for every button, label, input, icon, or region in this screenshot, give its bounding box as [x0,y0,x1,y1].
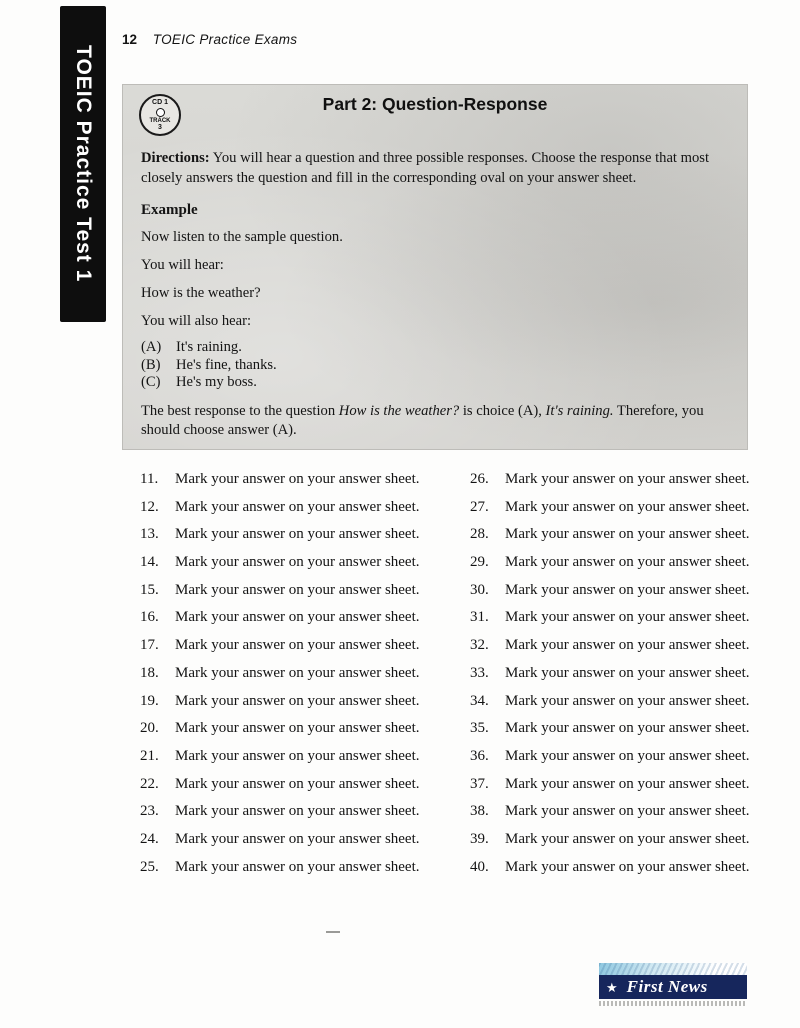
part2-section-box [122,84,748,450]
example-option-b [141,357,729,375]
question-text: Mark your answer on your answer sheet. [505,720,750,737]
conclusion-italic-answer: It's raining. [545,402,614,419]
example-conclusion [141,402,729,441]
question-number: 35. [470,720,489,737]
question-number: 12. [140,498,159,515]
questions-list [140,469,750,884]
question-row [140,580,470,608]
question-text: Mark your answer on your answer sheet. [175,526,420,543]
question-row [140,718,470,746]
cd-hole-icon [156,108,165,117]
question-text: Mark your answer on your answer sheet. [175,803,420,820]
question-row [140,469,470,497]
header-title: TOEIC Practice Exams [152,32,298,47]
question-row [470,774,750,802]
question-number: 29. [470,554,489,571]
question-number: 38. [470,803,489,820]
page-header [122,32,297,47]
question-number: 23. [140,803,159,820]
question-row [140,524,470,552]
part-title: Part 2: Question-Response [322,94,548,114]
page-number: 12 [122,32,138,47]
first-news-logo [599,963,747,1006]
question-number: 31. [470,609,489,626]
question-text: Mark your answer on your answer sheet. [175,775,420,792]
question-row [470,635,750,663]
option-letter: (C) [141,374,161,390]
question-row [140,801,470,829]
conclusion-text: The best response to the question [141,402,339,419]
question-row [140,857,470,885]
question-row [470,469,750,497]
question-number: 27. [470,498,489,515]
example-line: Now listen to the sample question. [141,229,343,245]
question-number: 25. [140,858,159,875]
example-options [141,339,729,392]
directions-label: Directions: [141,150,210,166]
question-number: 13. [140,526,159,543]
question-number: 17. [140,637,159,654]
question-number: 36. [470,747,489,764]
question-row [140,552,470,580]
question-row [470,857,750,885]
directions-text: You will hear a question and three possible responses. Choose the response that most closely answers the question and fill in the corresponding oval on your answer sheet. [141,150,710,186]
option-letter: (A) [141,339,162,355]
sidebar-tab-label: TOEIC Practice Test 1 [72,45,95,283]
question-row [140,635,470,663]
conclusion-italic-question: How is the weather? [338,402,460,419]
option-text: He's my boss. [176,374,257,390]
question-text: Mark your answer on your answer sheet. [505,471,750,487]
logo-fine-print [599,1001,747,1006]
question-number: 32. [470,637,489,654]
question-row [140,746,470,774]
question-number: 39. [470,830,489,847]
question-number: 20. [140,720,159,737]
question-text: Mark your answer on your answer sheet. [505,498,750,515]
question-number: 11. [140,471,159,487]
question-text: Mark your answer on your answer sheet. [505,830,750,847]
question-number: 14. [140,554,159,571]
question-row [470,524,750,552]
question-row [140,497,470,525]
example-heading: Example [141,202,198,218]
question-text: Mark your answer on your answer sheet. [175,471,420,487]
question-number: 21. [140,747,159,764]
logo-text: First News [626,977,708,996]
logo-gradient-band [599,963,747,975]
option-text: He's fine, thanks. [176,356,277,373]
cd-number-label: CD 1 [152,99,168,106]
question-number: 16. [140,609,159,626]
question-text: Mark your answer on your answer sheet. [505,581,750,598]
cd-track-icon [139,94,181,136]
conclusion-text: Therefore, you should choose answer (A). [141,402,704,438]
question-row [140,663,470,691]
question-text: Mark your answer on your answer sheet. [175,554,420,571]
question-text: Mark your answer on your answer sheet. [505,554,750,571]
question-text: Mark your answer on your answer sheet. [505,747,750,764]
sidebar-tab [60,6,106,322]
questions-column-right [470,469,750,884]
question-number: 40. [470,858,489,875]
question-number: 18. [140,664,159,681]
question-text: Mark your answer on your answer sheet. [175,692,420,709]
question-text: Mark your answer on your answer sheet. [505,803,750,820]
example-option-a [141,339,729,357]
question-row [470,801,750,829]
question-text: Mark your answer on your answer sheet. [505,664,750,681]
track-number: 3 [158,124,162,131]
question-row [470,691,750,719]
question-row [470,607,750,635]
question-row [470,580,750,608]
question-number: 28. [470,526,489,543]
question-text: Mark your answer on your answer sheet. [175,609,420,626]
question-text: Mark your answer on your answer sheet. [505,858,750,875]
question-row [470,663,750,691]
question-row [140,691,470,719]
question-number: 22. [140,775,159,792]
question-row [140,774,470,802]
question-row [470,552,750,580]
question-number: 24. [140,830,159,847]
question-number: 15. [140,581,159,598]
question-row [470,497,750,525]
directions-paragraph [141,149,729,188]
question-text: Mark your answer on your answer sheet. [175,581,420,598]
question-text: Mark your answer on your answer sheet. [505,637,750,654]
question-text: Mark your answer on your answer sheet. [175,747,420,764]
question-number: 19. [140,692,159,709]
question-row [470,718,750,746]
question-text: Mark your answer on your answer sheet. [175,720,420,737]
option-text: It's raining. [176,339,242,355]
question-number: 34. [470,692,489,709]
question-number: 26. [470,471,489,487]
option-letter: (B) [141,356,161,373]
questions-column-left [140,469,470,884]
scan-artifact [326,931,340,933]
question-number: 37. [470,775,489,792]
star-icon: ★ [606,979,618,995]
question-text: Mark your answer on your answer sheet. [175,637,420,654]
conclusion-text: is choice (A), [459,402,546,419]
question-row [140,607,470,635]
example-option-c [141,374,729,392]
question-number: 33. [470,664,489,681]
question-text: Mark your answer on your answer sheet. [175,498,420,515]
example-line: You will hear: [141,257,224,273]
example-line: You will also hear: [141,313,251,329]
question-row [140,829,470,857]
question-number: 30. [470,581,489,598]
question-row [470,746,750,774]
question-text: Mark your answer on your answer sheet. [505,526,750,543]
question-row [470,829,750,857]
question-text: Mark your answer on your answer sheet. [505,609,750,626]
example-line: How is the weather? [141,285,261,301]
question-text: Mark your answer on your answer sheet. [505,692,750,709]
logo-navy-band [599,975,747,999]
track-label: TRACK [149,118,171,124]
question-text: Mark your answer on your answer sheet. [175,858,420,875]
question-text: Mark your answer on your answer sheet. [175,664,420,681]
question-text: Mark your answer on your answer sheet. [505,775,750,792]
question-text: Mark your answer on your answer sheet. [175,830,420,847]
